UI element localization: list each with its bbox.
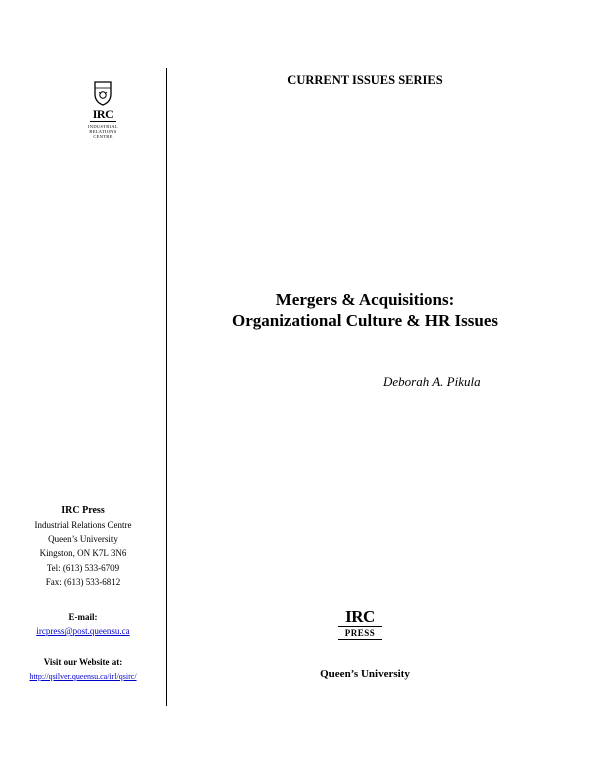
irc-logo-sub-1: INDUSTRIAL bbox=[88, 124, 118, 129]
press-line: Kingston, ON K7L 3N6 bbox=[39, 548, 127, 559]
author-name: Deborah A. Pikula bbox=[383, 374, 481, 389]
press-line: Queen’s University bbox=[48, 534, 118, 545]
website-link[interactable]: http://qsilver.queensu.ca/irl/qsirc/ bbox=[29, 672, 137, 681]
press-line: Industrial Relations Centre bbox=[34, 520, 132, 530]
website-label: Visit our Website at: bbox=[43, 657, 123, 667]
press-title: IRC Press bbox=[61, 505, 105, 516]
press-logo-sub: PRESS bbox=[344, 628, 376, 638]
irc-logo-sub-3: CENTRE bbox=[93, 134, 113, 139]
irc-logo bbox=[80, 80, 126, 144]
irc-logo-word: IRC bbox=[92, 107, 114, 121]
press-logo-word: IRC bbox=[345, 607, 375, 626]
shield-crest-icon bbox=[80, 80, 126, 106]
email-label: E-mail: bbox=[68, 612, 98, 622]
email-link[interactable]: ircpress@post.queensu.ca bbox=[36, 626, 130, 636]
series-heading: CURRENT ISSUES SERIES bbox=[287, 73, 443, 87]
press-contact-block bbox=[0, 504, 166, 589]
university-name: Queen’s University bbox=[320, 668, 410, 680]
title-line-1: Mergers & Acquisitions: bbox=[275, 290, 455, 309]
document-title bbox=[166, 289, 564, 331]
irc-press-logo bbox=[336, 608, 384, 642]
press-logo-rule-bottom bbox=[338, 639, 382, 640]
title-line-2: Organizational Culture & HR Issues bbox=[231, 311, 499, 330]
press-line: Tel: (613) 533-6709 bbox=[46, 562, 120, 573]
irc-logo-sub-2: RELATIONS bbox=[89, 129, 117, 134]
press-logo-rule bbox=[338, 626, 382, 627]
press-line: Fax: (613) 533-6812 bbox=[45, 576, 121, 587]
column-divider bbox=[166, 68, 167, 706]
logo-rule bbox=[90, 121, 116, 122]
